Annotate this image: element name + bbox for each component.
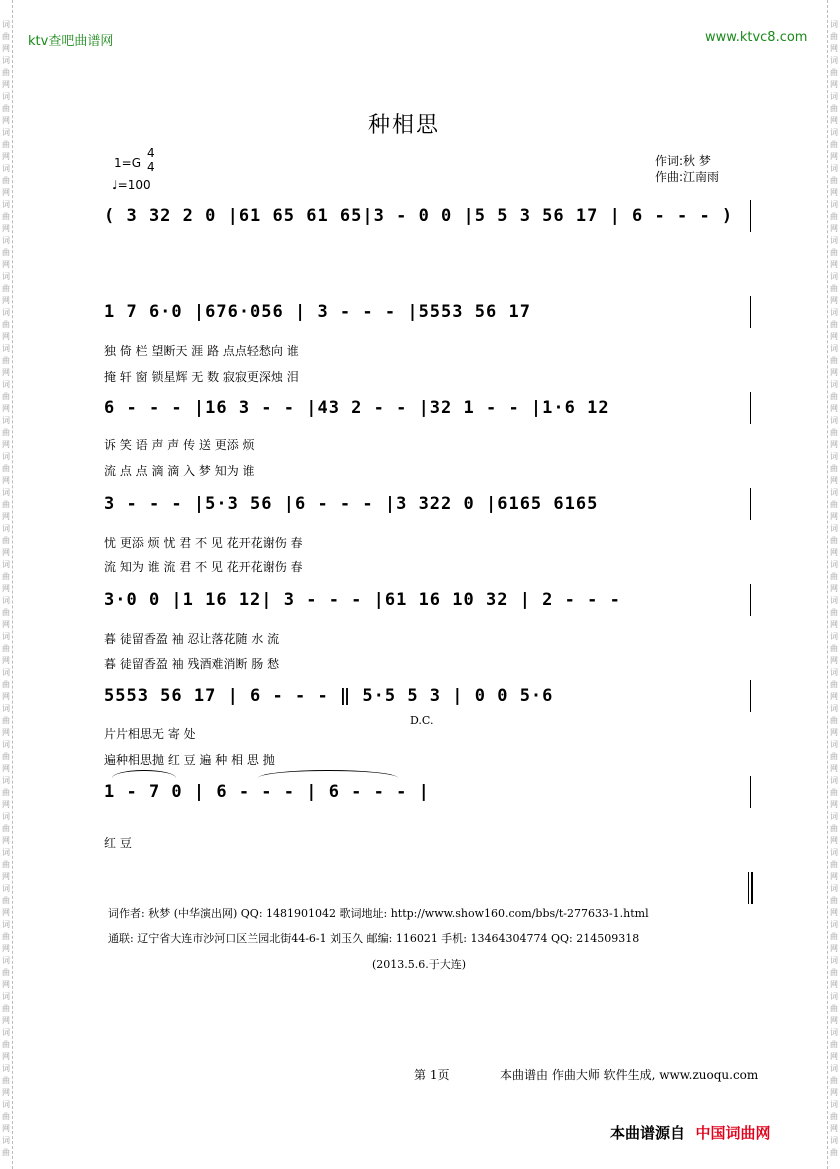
watermark-glyph: 曲 [2,896,10,905]
score-row-3-notes: 6 - - - |16 3 - - |43 2 - - |32 1 - - |1·6 12 [104,398,610,418]
watermark-glyph: 网 [830,404,838,413]
watermark-glyph: 曲 [830,392,838,401]
watermark-glyph: 网 [830,584,838,593]
watermark-glyph: 曲 [2,968,10,977]
watermark-glyph: 词 [830,704,838,713]
watermark-glyph: 曲 [2,716,10,725]
barline [750,296,751,328]
watermark-glyph: 词 [830,1028,838,1037]
credits-line-1: 词作者: 秋梦 (中华演出网) QQ: 1481901042 歌词地址: http://www.show160.com/bbs/t-277633-1.html [108,907,649,920]
watermark-glyph: 曲 [2,752,10,761]
watermark-glyph: 词 [830,20,838,29]
watermark-glyph: 曲 [830,932,838,941]
watermark-glyph: 词 [830,1100,838,1109]
source-credit [610,1122,770,1143]
watermark-glyph: 网 [830,512,838,521]
watermark-glyph: 网 [830,260,838,269]
watermark-glyph: 词 [830,380,838,389]
watermark-glyph: 词 [2,236,10,245]
watermark-glyph: 曲 [2,1004,10,1013]
watermark-glyph: 词 [2,776,10,785]
row-2-lyrics-verse-1: 独 倚 栏 望断天 涯 路 点点轻愁向 谁 [104,344,299,358]
watermark-glyph: 曲 [830,32,838,41]
dc-mark: D.C. [410,714,434,727]
watermark-glyph: 曲 [830,644,838,653]
source-site-link[interactable]: 中国词曲网 [695,1124,771,1142]
watermark-glyph: 曲 [830,968,838,977]
watermark-glyph: 曲 [2,176,10,185]
watermark-glyph: 曲 [830,1040,838,1049]
barline [750,680,751,712]
watermark-glyph: 曲 [830,140,838,149]
watermark-glyph: 网 [2,1052,10,1061]
watermark-glyph: 网 [2,800,10,809]
watermark-glyph: 网 [2,764,10,773]
watermark-glyph: 曲 [2,68,10,77]
watermark-glyph: 词 [2,164,10,173]
credits-date: (2013.5.6.于大连) [372,958,467,971]
watermark-glyph: 网 [2,152,10,161]
watermark-glyph: 词 [2,1100,10,1109]
watermark-glyph: 曲 [830,212,838,221]
watermark-glyph: 词 [2,452,10,461]
watermark-glyph: 网 [830,728,838,737]
watermark-glyph: 网 [830,764,838,773]
watermark-glyph: 网 [2,368,10,377]
watermark-glyph: 网 [2,908,10,917]
watermark-glyph: 网 [2,836,10,845]
quarter-note-icon: ♩ [112,178,118,192]
watermark-glyph: 词 [830,632,838,641]
header-right-site[interactable]: www.ktvc8.com [705,30,808,45]
watermark-glyph: 词 [2,308,10,317]
watermark-glyph: 网 [2,620,10,629]
watermark-glyph: 词 [2,380,10,389]
watermark-glyph: 曲 [830,824,838,833]
watermark-glyph: 网 [2,116,10,125]
watermark-glyph: 词 [2,812,10,821]
watermark-glyph: 曲 [2,140,10,149]
watermark-glyph: 词 [830,776,838,785]
watermark-glyph: 词 [2,1028,10,1037]
watermark-glyph: 词 [830,1136,838,1145]
watermark-glyph: 曲 [830,356,838,365]
generator-note: 本曲谱由 作曲大师 软件生成, www.zuoqu.com [500,1068,759,1082]
row-7-lyrics-verse-1: 红 豆 [104,836,132,850]
watermark-glyph: 曲 [2,320,10,329]
watermark-glyph: 词 [830,560,838,569]
watermark-glyph: 网 [830,332,838,341]
watermark-glyph: 词 [830,92,838,101]
watermark-glyph: 网 [2,656,10,665]
watermark-glyph: 曲 [2,932,10,941]
time-numerator: 4 [147,146,155,160]
watermark-glyph: 词 [2,992,10,1001]
watermark-glyph: 网 [830,944,838,953]
watermark-glyph: 网 [2,584,10,593]
watermark-glyph: 词 [2,632,10,641]
watermark-glyph: 网 [830,116,838,125]
watermark-glyph: 词 [2,344,10,353]
row-1-notes: ( 3 32 2 0 |61 65 61 65|3 - 0 0 |5 5 3 56 17 | 6 - - - ) [104,206,734,226]
watermark-glyph: 网 [2,944,10,953]
watermark-glyph: 曲 [2,248,10,257]
time-signature [147,146,155,174]
watermark-glyph: 曲 [830,716,838,725]
watermark-glyph: 词 [2,596,10,605]
watermark-glyph: 词 [830,596,838,605]
credits-line-2: 通联: 辽宁省大连市沙河口区兰园北街44-6-1 刘玉久 邮编: 116021 手机: 13464304774 QQ: 214509318 [108,932,640,945]
watermark-glyph: 网 [830,476,838,485]
watermark-glyph: 曲 [2,1076,10,1085]
watermark-glyph: 网 [830,80,838,89]
watermark-glyph: 词 [2,128,10,137]
watermark-glyph: 曲 [830,788,838,797]
row-3-lyrics-verse-1: 诉 笑 语 声 声 传 送 更添 烦 [104,438,255,452]
watermark-glyph: 词 [2,200,10,209]
watermark-glyph: 网 [830,296,838,305]
composer-credit: 作曲:江南雨 [655,170,720,184]
score-row-6-notes: 5553 56 17 | 6 - - - ‖ 5·5 5 3 | 0 0 5·6 [104,686,554,706]
watermark-glyph: 词 [2,272,10,281]
watermark-glyph: 网 [2,332,10,341]
watermark-glyph: 网 [2,80,10,89]
watermark-glyph: 网 [830,1052,838,1061]
watermark-glyph: 网 [2,296,10,305]
watermark-glyph: 词 [830,416,838,425]
tempo-value: =100 [117,178,151,192]
right-watermark-strip [827,0,840,1169]
watermark-glyph: 曲 [830,500,838,509]
barline [750,392,751,424]
watermark-glyph: 词 [2,848,10,857]
watermark-glyph: 词 [830,488,838,497]
watermark-glyph: 网 [830,692,838,701]
watermark-glyph: 词 [830,452,838,461]
row-3-lyrics-verse-2: 流 点 点 滴 滴 入 梦 知为 谁 [104,464,255,478]
watermark-glyph: 网 [830,152,838,161]
watermark-glyph: 曲 [2,392,10,401]
watermark-glyph: 词 [830,956,838,965]
row-6-lyrics-verse-1: 片片相思无 寄 处 [104,727,196,741]
slur [258,770,398,778]
watermark-glyph: 词 [2,956,10,965]
score-row-5-notes: 3·0 0 |1 16 12| 3 - - - |61 16 10 32 | 2 - - - [104,590,621,610]
watermark-glyph: 网 [830,368,838,377]
watermark-glyph: 词 [2,56,10,65]
watermark-glyph: 词 [2,884,10,893]
tempo-mark [112,178,151,192]
watermark-glyph: 网 [830,980,838,989]
watermark-glyph: 词 [2,524,10,533]
key-signature: 1=G [114,156,141,170]
watermark-glyph: 曲 [2,1040,10,1049]
watermark-glyph: 曲 [2,788,10,797]
watermark-glyph: 网 [2,1016,10,1025]
final-barline-thin [748,872,749,904]
watermark-glyph: 词 [830,56,838,65]
watermark-glyph: 网 [2,692,10,701]
watermark-glyph: 曲 [2,356,10,365]
watermark-glyph: 词 [2,92,10,101]
watermark-glyph: 曲 [830,428,838,437]
watermark-glyph: 网 [2,44,10,53]
watermark-glyph: 词 [830,812,838,821]
barline [750,776,751,808]
watermark-glyph: 曲 [830,104,838,113]
barline [750,200,751,232]
barline [750,488,751,520]
watermark-glyph: 词 [830,920,838,929]
watermark-glyph: 曲 [2,1148,10,1157]
watermark-glyph: 曲 [830,320,838,329]
watermark-glyph: 曲 [830,1076,838,1085]
watermark-glyph: 网 [830,1124,838,1133]
watermark-glyph: 曲 [2,536,10,545]
score-row-4-notes: 3 - - - |5·3 56 |6 - - - |3 322 0 |6165 6165 [104,494,599,514]
watermark-glyph: 曲 [830,680,838,689]
watermark-glyph: 网 [2,728,10,737]
watermark-glyph: 词 [2,920,10,929]
watermark-glyph: 网 [830,188,838,197]
watermark-glyph: 曲 [830,1004,838,1013]
watermark-glyph: 网 [830,440,838,449]
watermark-glyph: 网 [2,224,10,233]
watermark-glyph: 曲 [830,1148,838,1157]
watermark-glyph: 网 [830,872,838,881]
left-watermark-strip [0,0,13,1169]
score-row-7-notes: 1 - 7 0 | 6 - - - | 6 - - - | [104,782,430,802]
watermark-glyph: 曲 [2,1112,10,1121]
watermark-glyph: 词 [2,668,10,677]
row-2-lyrics-verse-2: 掩 轩 窗 锁星辉 无 数 寂寂更深烛 泪 [104,370,299,384]
watermark-glyph: 曲 [2,500,10,509]
watermark-glyph: 网 [2,512,10,521]
watermark-glyph: 网 [2,1124,10,1133]
source-prefix: 本曲谱源自 [610,1124,686,1142]
watermark-glyph: 曲 [2,428,10,437]
watermark-glyph: 网 [830,44,838,53]
watermark-glyph: 词 [830,848,838,857]
watermark-glyph: 网 [830,620,838,629]
header-left-site[interactable]: ktv查吧曲谱网 [28,34,114,49]
barline [750,584,751,616]
watermark-glyph: 词 [2,704,10,713]
watermark-glyph: 曲 [2,284,10,293]
watermark-glyph: 网 [830,836,838,845]
watermark-glyph: 词 [2,416,10,425]
watermark-glyph: 网 [2,404,10,413]
watermark-glyph: 曲 [2,212,10,221]
watermark-glyph: 曲 [2,824,10,833]
watermark-glyph: 词 [830,272,838,281]
watermark-glyph: 曲 [830,284,838,293]
watermark-glyph: 网 [2,440,10,449]
watermark-glyph: 网 [2,1088,10,1097]
watermark-glyph: 网 [2,476,10,485]
slur [112,770,176,778]
watermark-glyph: 曲 [830,464,838,473]
watermark-glyph: 词 [2,488,10,497]
watermark-glyph: 词 [830,128,838,137]
watermark-glyph: 词 [2,740,10,749]
watermark-glyph: 曲 [830,248,838,257]
watermark-glyph: 网 [830,908,838,917]
row-4-lyrics-verse-2: 流 知为 谁 流 君 不 见 花开花谢伤 春 [104,560,303,574]
lyricist-credit: 作词:秋 梦 [655,154,711,168]
watermark-glyph: 词 [830,200,838,209]
watermark-glyph: 曲 [2,860,10,869]
watermark-glyph: 曲 [2,608,10,617]
watermark-glyph: 网 [830,224,838,233]
watermark-glyph: 词 [830,668,838,677]
watermark-glyph: 词 [830,1064,838,1073]
watermark-glyph: 词 [830,524,838,533]
watermark-glyph: 词 [2,1136,10,1145]
row-5-lyrics-verse-2: 暮 徒留香盈 袖 残酒难消断 肠 愁 [104,657,280,671]
row-5-lyrics-verse-1: 暮 徒留香盈 袖 忍让落花随 水 流 [104,632,280,646]
watermark-glyph: 词 [2,1064,10,1073]
watermark-glyph: 词 [2,560,10,569]
score-row-1-notes [104,206,733,226]
watermark-glyph: 曲 [830,860,838,869]
watermark-glyph: 曲 [830,176,838,185]
watermark-glyph: 曲 [830,752,838,761]
watermark-glyph: 网 [2,260,10,269]
row-4-lyrics-verse-1: 忧 更添 烦 忧 君 不 见 花开花谢伤 春 [104,536,303,550]
watermark-glyph: 曲 [830,896,838,905]
song-title: 种相思 [368,113,441,138]
watermark-glyph: 网 [830,548,838,557]
watermark-glyph: 曲 [2,572,10,581]
watermark-glyph: 曲 [2,644,10,653]
watermark-glyph: 网 [830,800,838,809]
watermark-glyph: 曲 [830,1112,838,1121]
watermark-glyph: 词 [830,992,838,1001]
row-6-lyrics-verse-2: 遍种相思抛 红 豆 遍 种 相 思 抛 [104,753,275,767]
watermark-glyph: 曲 [830,536,838,545]
page-number: 第 1页 [414,1068,450,1082]
score-row-2-notes: 1 7 6·0 |676·056 | 3 - - - |5553 56 17 [104,302,531,322]
watermark-glyph: 网 [2,188,10,197]
watermark-glyph: 网 [830,1088,838,1097]
watermark-glyph: 曲 [830,608,838,617]
watermark-glyph: 词 [830,884,838,893]
time-denominator: 4 [147,160,155,174]
watermark-glyph: 词 [830,344,838,353]
watermark-glyph: 曲 [2,464,10,473]
watermark-glyph: 曲 [2,104,10,113]
watermark-glyph: 词 [830,164,838,173]
watermark-glyph: 词 [830,740,838,749]
watermark-glyph: 网 [2,872,10,881]
watermark-glyph: 曲 [2,32,10,41]
watermark-glyph: 网 [2,548,10,557]
watermark-glyph: 曲 [2,680,10,689]
watermark-glyph: 曲 [830,68,838,77]
watermark-glyph: 词 [830,236,838,245]
watermark-glyph: 词 [830,308,838,317]
watermark-glyph: 网 [830,656,838,665]
watermark-glyph: 词 [2,20,10,29]
watermark-glyph: 曲 [830,572,838,581]
final-barline-thick [751,872,753,904]
watermark-glyph: 网 [2,980,10,989]
watermark-glyph: 网 [830,1016,838,1025]
